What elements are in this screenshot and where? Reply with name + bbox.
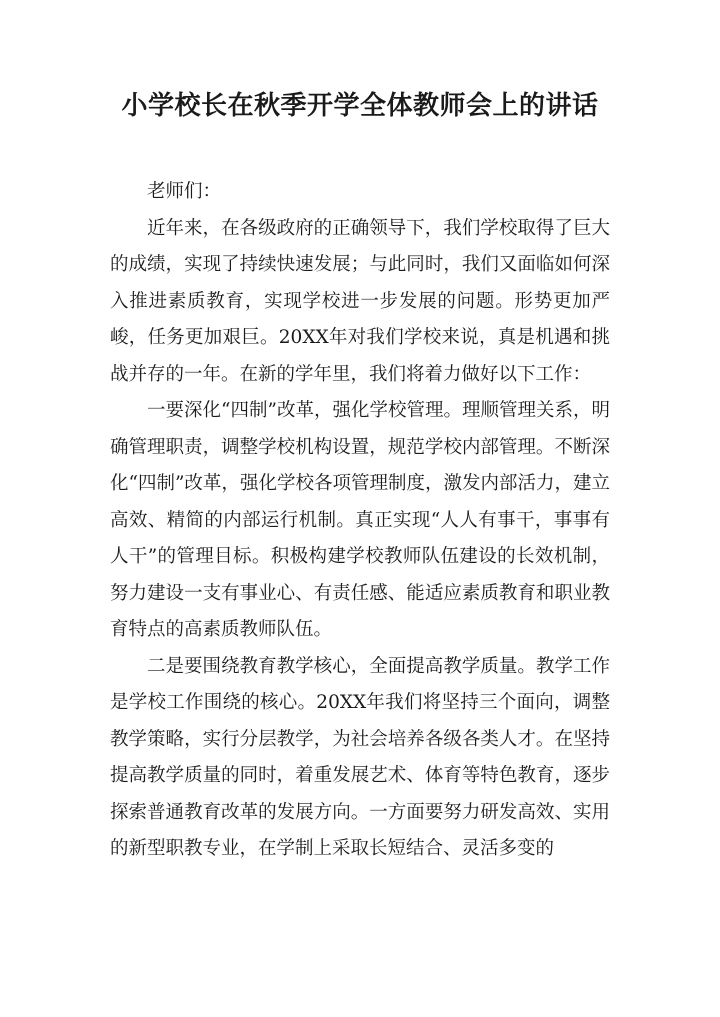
teaching-paragraph: 二是要围绕教育教学核心，全面提高教学质量。教学工作是学校工作围绕的核心。20XX年我们将坚持三个面向，调整教学策略，实行分层教学，为社会培养各级各类人才。在坚持提高教学质量的同时，着重发展艺术、体育等特色教育，逐步探索普通教育改革的发展方向。一方面要努力研发高效、实用的新型职教专业，在学制上采取长短结合、灵活多变的: [110, 655, 610, 859]
document-body: [110, 174, 610, 868]
document-title: 小学校长在秋季开学全体教师会上的讲话: [121, 91, 599, 121]
greeting-paragraph: 老师们：: [147, 181, 222, 202]
intro-paragraph: 近年来，在各级政府的正确领导下，我们学校取得了巨大的成绩，实现了持续快速发展；与此同时，我们又面临如何深入推进素质教育，实现学校进一步发展的问题。形势更加严峻，任务更加艰巨。20XX年对我们学校来说，真是机遇和挑战并存的一年。在新的学年里，我们将着力做好以下工作：: [110, 217, 610, 385]
management-paragraph: 一要深化“四制”改革，强化学校管理。理顺管理关系，明确管理职责，调整学校机构设置，规范学校内部管理。不断深化“四制”改革，强化学校各项管理制度，激发内部活力，建立高效、精简的内部运行机制。真正实现“人人有事干，事事有人干”的管理目标。积极构建学校教师队伍建设的长效机制，努力建设一支有事业心、有责任感、能适应素质教育和职业教育特点的高素质教师队伍。: [110, 400, 610, 640]
